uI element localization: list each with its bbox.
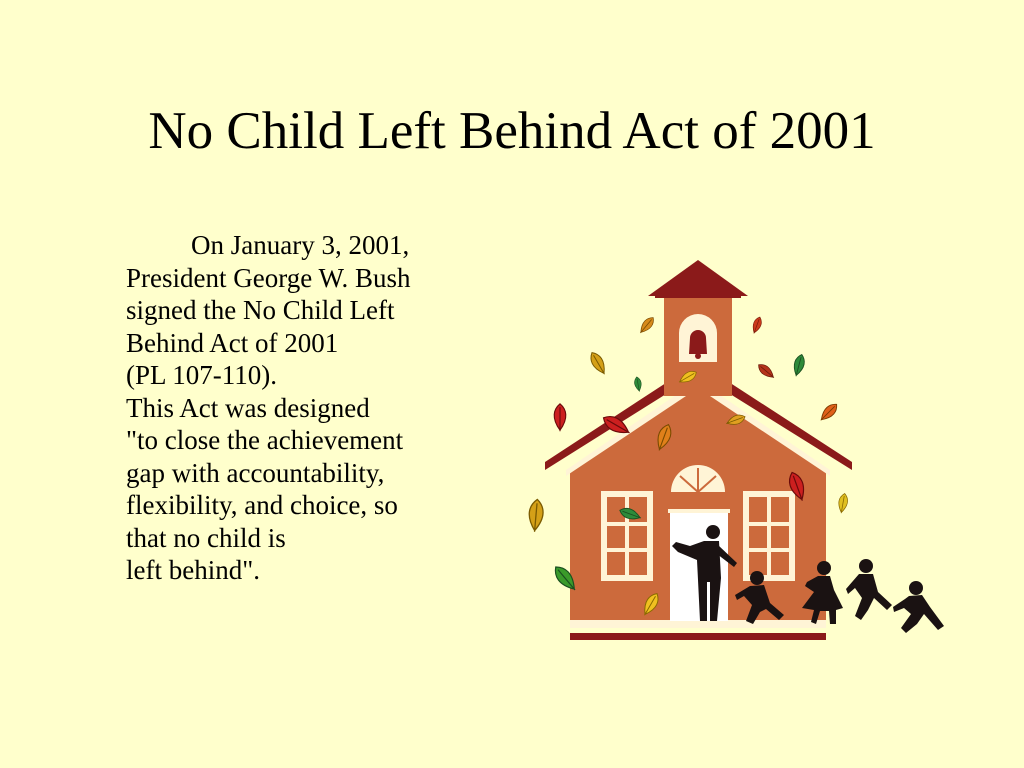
body-line: that no child is — [126, 522, 286, 553]
bell-clapper — [695, 353, 701, 359]
body-line: signed the No Child Left — [126, 295, 395, 325]
body-line: This Act was designed — [126, 392, 370, 423]
right-window — [743, 491, 795, 581]
left-window — [601, 491, 653, 581]
body-line: gap with accountability, — [126, 457, 385, 488]
tower-roof — [648, 260, 748, 296]
house-floor — [570, 620, 826, 628]
body-line: flexibility, and choice, so — [126, 490, 398, 520]
body-line: (PL 107-110). — [126, 360, 277, 390]
body-line: left behind". — [126, 555, 260, 585]
ground-line — [570, 633, 826, 640]
body-line: President George W. Bush — [126, 262, 411, 293]
schoolhouse-icon — [510, 255, 970, 655]
slide-title: No Child Left Behind Act of 2001 — [148, 102, 876, 160]
body-line: Behind Act of 2001 — [126, 327, 339, 358]
tower-trim — [655, 292, 741, 298]
bell-icon — [689, 330, 707, 354]
body-line: "to close the achievement — [126, 425, 404, 455]
body-text — [126, 229, 506, 587]
body-line: On January 3, 2001, — [191, 230, 410, 260]
